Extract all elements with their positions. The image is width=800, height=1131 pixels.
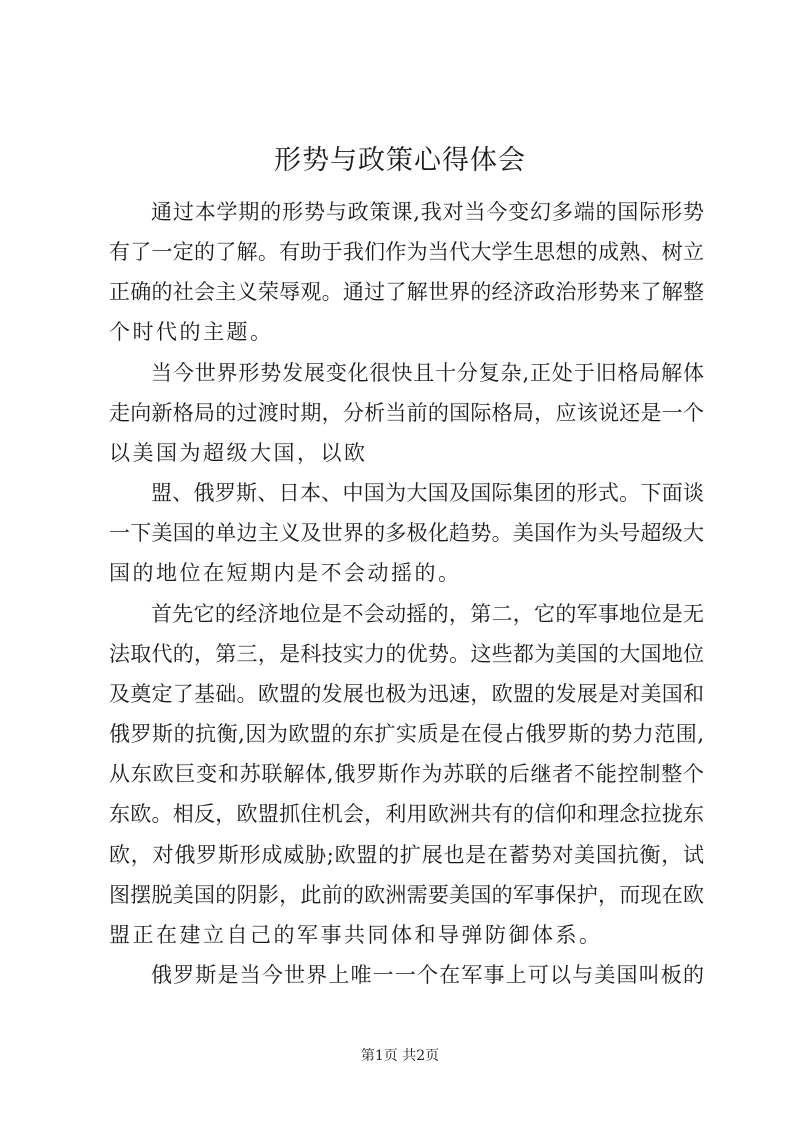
paragraph-4-line-3: 及奠定了基础。欧盟的发展也极为迅速，欧盟的发展是对美国和 — [109, 681, 704, 706]
paragraph-4-line-1: 首先它的经济地位是不会动摇的，第二，它的军事地位是无 — [151, 601, 704, 626]
paragraph-4-line-6: 东欧。相反，欧盟抓住机会，利用欧洲共有的信仰和理念拉拢东 — [109, 802, 704, 827]
paragraph-4-line-9: 盟正在建立自己的军事共同体和导弹防御体系。 — [109, 922, 603, 947]
paragraph-4-line-2: 法取代的，第三，是科技实力的优势。这些都为美国的大国地位 — [109, 641, 704, 666]
paragraph-3-line-1: 盟、俄罗斯、日本、中国为大国及国际集团的形式。下面谈 — [151, 481, 704, 506]
paragraph-4-line-4: 俄罗斯的抗衡,因为欧盟的东扩实质是在侵占俄罗斯的势力范围, — [109, 722, 704, 747]
paragraph-2-line-2: 走向新格局的过渡时期，分析当前的国际格局，应该说还是一个 — [109, 400, 704, 425]
paragraph-1-line-4: 个时代的主题。 — [109, 320, 274, 345]
paragraph-4-line-5: 从东欧巨变和苏联解体,俄罗斯作为苏联的后继者不能控制整个 — [109, 762, 704, 787]
paragraph-2-line-1: 当今世界形势发展变化很快且十分复杂,正处于旧格局解体 — [151, 360, 704, 385]
paragraph-3-line-3: 国的地位在短期内是不会动摇的。 — [109, 561, 462, 586]
paragraph-3-line-2: 一下美国的单边主义及世界的多极化趋势。美国作为头号超级大 — [109, 521, 704, 546]
paragraph-5-line-1: 俄罗斯是当今世界上唯一一个在军事上可以与美国叫板的 — [151, 963, 704, 987]
document-title: 形势与政策心得体会 — [274, 145, 526, 176]
paragraph-2-line-3: 以美国为超级大国，以欧 — [109, 440, 368, 465]
paragraph-1-line-3: 正确的社会主义荣辱观。通过了解世界的经济政治形势来了解整 — [109, 280, 704, 305]
paragraph-1-line-1: 通过本学期的形势与政策课,我对当今变幻多端的国际形势 — [151, 200, 704, 224]
page-number-footer: 第1页 共2页 — [360, 1048, 440, 1064]
paragraph-1-line-2: 有了一定的了解。有助于我们作为当代大学生思想的成熟、树立 — [109, 240, 704, 265]
paragraph-4-line-8: 图摆脱美国的阴影，此前的欧洲需要美国的军事保护，而现在欧 — [109, 882, 704, 907]
paragraph-4-line-7: 欧，对俄罗斯形成威胁;欧盟的扩展也是在蓄势对美国抗衡，试 — [109, 842, 704, 867]
